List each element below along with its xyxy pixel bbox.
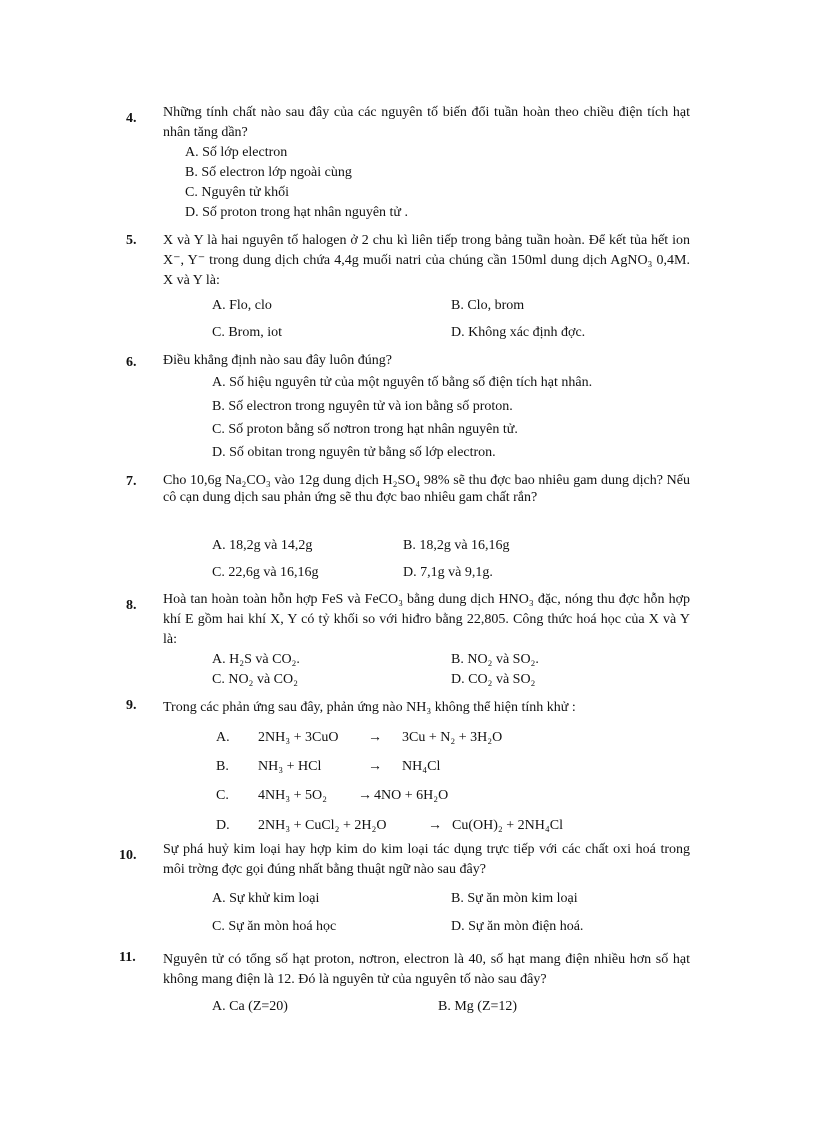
question-number: 10. bbox=[119, 848, 137, 863]
arrow-icon: → bbox=[358, 788, 372, 803]
question-number: 11. bbox=[119, 950, 136, 965]
arrow-icon: → bbox=[368, 730, 382, 745]
option-a: A. Số lớp electron bbox=[185, 145, 288, 160]
option-a: A. Flo, clo bbox=[212, 298, 272, 313]
option-d: D. 7,1g và 9,1g. bbox=[403, 565, 493, 580]
reaction-reactants: 2NH₃ + CuCl₂ + 2H₂O bbox=[258, 818, 387, 833]
option-c: C. NO₂ và CO₂ bbox=[212, 672, 298, 687]
question-stem: Nguyên tử có tổng số hạt proton, nơtron, electron là 40, số hạt mang điện nhiều hơn số hạt không mang điện là 12. Đó là nguyên tử của nguyên tố nào sau đây? bbox=[163, 952, 690, 987]
question-stem: Trong các phản ứng sau đây, phản ứng nào NH₃ không thể hiện tính khử : bbox=[163, 700, 576, 715]
reaction-products: NH₄Cl bbox=[402, 759, 441, 774]
reaction-reactants: NH₃ + HCl bbox=[258, 759, 322, 774]
question-stem: Sự phá huỷ kim loại hay hợp kim do kim loại tác dụng trực tiếp với các chất oxi hoá trong môi trờng đợc gọi đúng nhất bằng thuật ngữ nào sau đây? bbox=[163, 842, 690, 877]
reaction-label: A. bbox=[216, 730, 230, 745]
option-c: C. Nguyên tử khối bbox=[185, 185, 290, 200]
option-b: B. NO₂ và SO₂. bbox=[451, 652, 539, 667]
question-number: 7. bbox=[126, 474, 137, 489]
option-d: D. Không xác định đợc. bbox=[451, 325, 586, 340]
option-d: D. Số obitan trong nguyên tử bằng số lớp electron. bbox=[212, 445, 496, 460]
question-stem: Hoà tan hoàn toàn hỗn hợp FeS và FeCO₃ bằng dung dịch HNO₃ đặc, nóng thu đợc hỗn hợp khí E gồm hai khí X, Y có tỷ khối so với hiđro bằng 22,805. Công thức hoá học của X và Y là: bbox=[163, 592, 690, 647]
reaction-label: D. bbox=[216, 818, 230, 833]
option-b: B. Clo, brom bbox=[451, 298, 525, 313]
reaction-label: C. bbox=[216, 788, 229, 803]
option-a: A. 18,2g và 14,2g bbox=[212, 538, 313, 553]
question-number: 4. bbox=[126, 111, 137, 126]
option-a: A. H₂S và CO₂. bbox=[212, 652, 300, 667]
option-a: A. Số hiệu nguyên tử của một nguyên tố bằng số điện tích hạt nhân. bbox=[212, 375, 593, 390]
option-b: B. Mg (Z=12) bbox=[438, 999, 518, 1014]
question-stem: X và Y là hai nguyên tố halogen ở 2 chu kì liên tiếp trong bảng tuần hoàn. Để kết tủa hết ion X⁻, Y⁻ trong dung dịch chứa 4,4g muối natri của chúng cần 150ml dung dịch AgNO₃ 0,4M. X và Y là: bbox=[163, 233, 690, 288]
option-c: C. Số proton bằng số nơtron trong hạt nhân nguyên tử. bbox=[212, 422, 518, 437]
arrow-icon: → bbox=[368, 759, 382, 774]
option-c: C. 22,6g và 16,16g bbox=[212, 565, 319, 580]
option-a: A. Sự khử kim loại bbox=[212, 891, 320, 906]
question-number: 5. bbox=[126, 233, 137, 248]
arrow-icon: → bbox=[428, 818, 442, 833]
question-stem: Điều khẳng định nào sau đây luôn đúng? bbox=[163, 353, 393, 368]
reaction-reactants: 2NH₃ + 3CuO bbox=[258, 730, 339, 745]
option-c: C. Sự ăn mòn hoá học bbox=[212, 919, 337, 934]
question-number: 9. bbox=[126, 698, 137, 713]
reaction-label: B. bbox=[216, 759, 229, 774]
option-d: D. Sự ăn mòn điện hoá. bbox=[451, 919, 584, 934]
question-stem: Những tính chất nào sau đây của các nguyên tố biến đổi tuần hoàn theo chiều điện tích hạt nhân tăng dần? bbox=[163, 105, 690, 140]
option-b: B. Số electron lớp ngoài cùng bbox=[185, 165, 352, 180]
question-stem: Cho 10,6g Na₂CO₃ vào 12g dung dịch H₂SO₄ 98% sẽ thu đợc bao nhiêu gam dung dịch? Nếu cô cạn dung dịch sau phản ứng sẽ thu đợc bao nhiêu gam chất rắn? bbox=[163, 473, 690, 505]
option-c: C. Brom, iot bbox=[212, 325, 283, 340]
option-d: D. CO₂ và SO₂ bbox=[451, 672, 536, 687]
option-a: A. Ca (Z=20) bbox=[212, 999, 288, 1014]
option-b: B. Số electron trong nguyên tử và ion bằng số proton. bbox=[212, 399, 513, 414]
reaction-products: 4NO + 6H₂O bbox=[374, 788, 449, 803]
question-number: 6. bbox=[126, 355, 137, 370]
option-b: B. 18,2g và 16,16g bbox=[403, 538, 510, 553]
reaction-products: Cu(OH)₂ + 2NH₄Cl bbox=[452, 818, 563, 833]
option-d: D. Số proton trong hạt nhân nguyên tử . bbox=[185, 205, 409, 220]
question-number: 8. bbox=[126, 598, 137, 613]
option-b: B. Sự ăn mòn kim loại bbox=[451, 891, 578, 906]
reaction-products: 3Cu + N₂ + 3H₂O bbox=[402, 730, 503, 745]
reaction-reactants: 4NH₃ + 5O₂ bbox=[258, 788, 327, 803]
